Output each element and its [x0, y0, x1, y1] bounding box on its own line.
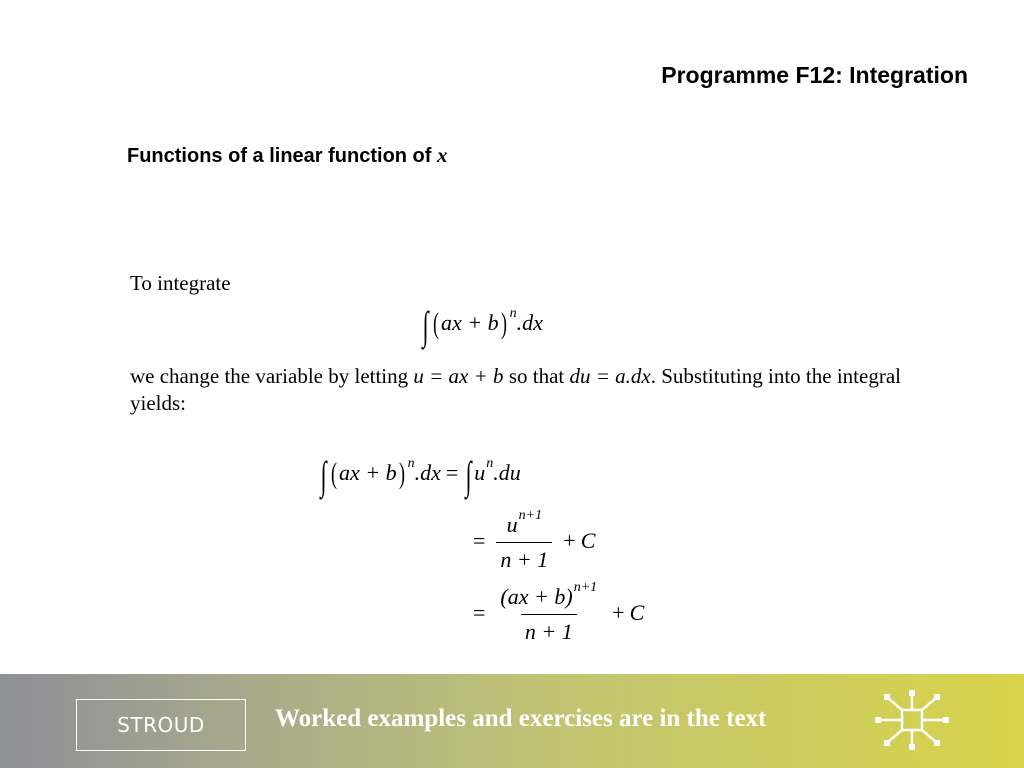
sub-text-2: so that: [503, 364, 570, 388]
open-paren: (: [330, 457, 337, 490]
substitution-paragraph: [130, 363, 920, 417]
fraction: [496, 580, 601, 645]
integral-sign-icon: ∫: [422, 303, 429, 348]
integral-exponent: n: [509, 306, 517, 321]
close-paren: ): [500, 307, 507, 340]
constant-c: C: [629, 599, 645, 625]
eq3-num-exponent: n+1: [573, 580, 598, 595]
eq3-num-base: (ax + b): [500, 584, 573, 609]
fraction: [496, 508, 552, 573]
equation-line-3: [468, 580, 644, 645]
fraction-denominator: n + 1: [496, 542, 552, 573]
footer-bar: [0, 674, 1024, 768]
integral-sign-icon: ∫: [320, 453, 327, 498]
stroud-label: STROUD: [117, 713, 205, 737]
sub-math-2: du = a.dx: [569, 364, 651, 388]
constant-c: C: [580, 527, 596, 553]
sub-text-3: . Substituting into the integral yields:: [130, 364, 901, 415]
equals-sign: =: [473, 599, 486, 625]
programme-title: Programme F12: Integration: [661, 62, 968, 88]
equation-line-2: [468, 508, 595, 573]
eq1-rhs-exponent: n: [486, 456, 494, 471]
fraction-denominator: n + 1: [521, 614, 577, 645]
section-title: [127, 143, 448, 168]
eq2-num-exponent: n+1: [518, 508, 543, 523]
open-paren: (: [432, 307, 439, 340]
fraction-numerator: [496, 580, 601, 614]
eq2-num-base: u: [506, 512, 518, 537]
footer-tagline: Worked examples and exercises are in the text: [275, 705, 767, 732]
equals-sign: =: [473, 527, 486, 553]
integral-dx: .dx: [516, 310, 543, 335]
eq1-rhs-var: u: [474, 460, 486, 485]
section-title-variable: x: [437, 143, 448, 167]
circuit-logo-icon: [872, 688, 952, 752]
equation-line-1: [318, 452, 521, 499]
eq1-du: .du: [493, 460, 521, 485]
close-paren: ): [398, 457, 405, 490]
stroud-box: [76, 699, 246, 751]
fraction-numerator: [503, 508, 546, 542]
plus-sign: +: [563, 527, 576, 553]
eq1-expression: ax + b: [338, 460, 397, 485]
plus-sign: +: [612, 599, 625, 625]
section-title-text: Functions of a linear function of: [127, 145, 437, 167]
eq1-exponent: n: [407, 456, 415, 471]
integral-statement: [420, 302, 543, 349]
integral-expression: ax + b: [440, 310, 499, 335]
intro-text: To integrate: [130, 271, 231, 295]
integral-sign-icon: ∫: [465, 453, 472, 498]
eq1-dx: .dx: [414, 460, 441, 485]
sub-math-1: u = ax + b: [413, 364, 504, 388]
sub-text-1: we change the variable by letting: [130, 364, 414, 388]
equals-sign: =: [445, 460, 459, 485]
